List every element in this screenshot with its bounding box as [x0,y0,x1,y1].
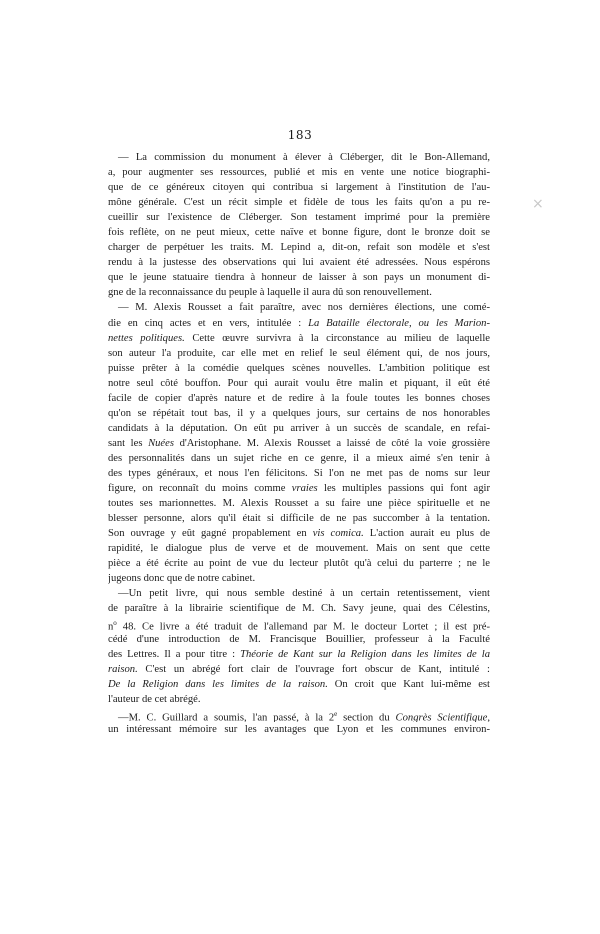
text-line: facile de copier d'après nature et de redire à la foule toutes les bonnes choses [108,392,490,404]
text-line: son auteur l'a produite, car elle met en relief le seul élément qui, de nos jours, [108,347,490,359]
text-line: rapidité, le dialogue plus de verve et de mouvement. Mais on sent que cette [108,543,490,555]
text-line: a, pour augmenter ses ressources, publié et mis en vente une notice biographi- [108,167,490,179]
text-line: sant les Nuées d'Aristophane. M. Alexis Rousset a laissé de côté la voie grossière [108,437,490,449]
text-line: qu'on se répétait tout bas, il y a quelques jours, sur certains de nos honorables [108,407,490,419]
text-line: pièce a été écrite au point de vue du lecteur plutôt qu'à celui du parterre ; ne le [108,558,490,570]
text-line: l'auteur de cet abrégé. [108,693,201,705]
paragraph-guillard [108,707,490,737]
line-text: — M. Alexis Rousset a fait paraître, avec nos dernières élections, une comé- [118,302,490,314]
paragraph-kant [108,586,490,706]
paragraph-clemberger [108,150,490,300]
text-line: que de ce généreux citoyen qui contribua si largement à l'institution de l'au- [108,182,490,194]
text-line: toutes ses marionnettes. M. Alexis Rousset a su faire une pièce spirituelle et ne [108,498,490,510]
text-line: — La commission du monument à élever à Cléberger, dit le Bon-Allemand, [118,152,490,163]
text-line: —Un petit livre, qui nous semble destiné à un certain retentissement, vient [118,588,490,600]
text-line: die en cinq actes et en vers, intitulée : La Bataille électorale, ou les Marion- [108,317,490,329]
text-line: nettes politiques. Cette œuvre survivra à la circonstance au milieu de laquelle [108,332,490,344]
text-line: jugeons donc que de notre cabinet. [108,573,256,585]
text-line: charger de perpétuer les traits. M. Lepind a, dit-on, refait son modèle et s'est [108,242,490,254]
text-line: un intéressant mémoire sur les avantages que Lyon et les communes environ- [108,723,490,735]
text-line: mône générale. C'est un récit simple et fidèle de tous les faits qu'on a pu re- [108,197,490,209]
text-line: des Lettres. Il a pour titre : Théorie de Kant sur la Religion dans les limites de la [108,648,490,660]
text-line: gne de la reconnaissance du peuple à laquelle il aura dû son renouvellement. [108,287,432,299]
text-line: fois reflète, on ne peut mieux, cette naïve et bonne figure, dont le bronze doit se [108,227,490,239]
page-number: 183 [287,128,313,142]
text-line: Son ouvrage y eût gagné propablement en vis comica. L'action aurait eu plus de [108,528,490,540]
text-line: figure, on reconnaît du moins comme vraies les multiples passions qui font agir [108,483,490,495]
text-line: candidats à la députation. On eût pu arriver à un succès de scandale, en refai- [108,422,490,434]
text-line [108,300,490,315]
paragraph-rousset [108,300,490,586]
text-line: De la Religion dans les limites de la raison. On croit que Kant lui-même est [108,678,490,690]
text-line: notre seul côté bouffon. Pour qui aurait voulu être malin et piquant, il eût été [108,377,490,389]
text-line: cédé d'une introduction de M. Francisque Bouillier, professeur à la Faculté [108,633,490,645]
text-line: puisse prêter à la comédie quelques scènes nouvelles. L'ambition politique est [108,362,490,374]
text-line: blesser personne, alors qu'il était si difficile de ne pas succomber à la tentation. [108,513,490,525]
body-text [108,150,490,737]
text-line: rendu à la justesse des observations qui lui avaient été adressées. Nous espérons [108,257,490,269]
text-line: de paraître à la librairie scientifique de M. Ch. Savy jeune, quai des Célestins, [108,603,490,615]
text-line: raison. C'est un abrégé fort clair de l'ouvrage fort obscur de Kant, intitulé : [108,663,490,675]
text-line: $n^o$ 48. Ce livre a été traduit de l'allemand par M. le docteur Lortet ; il est pré- [108,619,490,632]
text-line: que le jeune statuaire tiendra à honneur de laisser à son pays un monument di- [108,272,490,284]
text-line: —M. C. Guillard a soumis, l'an passé, à la 2e section du Congrès Scientifique, [118,709,490,722]
margin-cross-mark: × [532,196,544,212]
text-line: des personnalités dans un sujet riche en ce genre, il a mieux aimé s'en tenir à [108,452,490,464]
text-line: cueillir sur l'existence de Cléberger. Son testament imprimé pour la première [108,212,490,224]
text-line: des types généraux, et nous l'en félicitons. Si l'on ne met pas de noms sur leur [108,467,490,479]
